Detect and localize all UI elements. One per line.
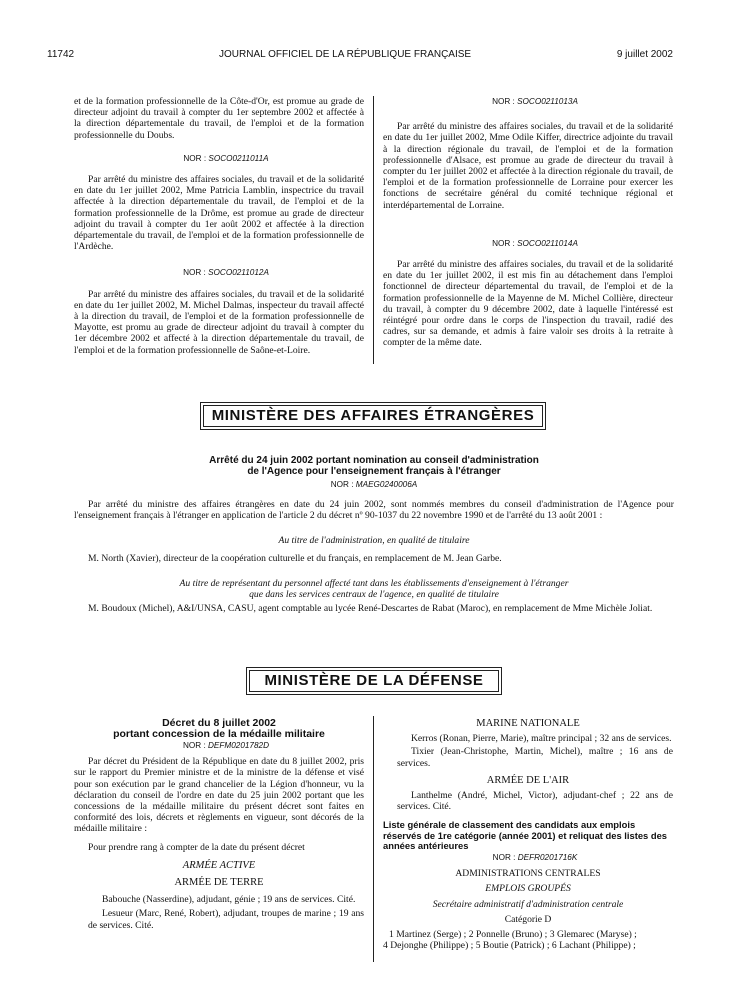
- column-divider: [373, 716, 374, 962]
- paragraph: M. Boudoux (Michel), A&I/UNSA, CASU, agent comptable au lycée René-Descartes de Rabat (Maroc), en remplacement de Mme Michèle Joliat.: [88, 603, 653, 615]
- section-title: Au titre de représentant du personnel affecté tant dans les établissements d'enseignement à l'étranger: [179, 577, 569, 589]
- nor-line: NOR : DEFR0201716K: [492, 852, 578, 862]
- issue-date: 9 juillet 2002: [616, 49, 673, 60]
- nor-reference: DEFM0201782D: [208, 741, 269, 750]
- paragraph: Pour prendre rang à compter de la date du présent décret: [88, 841, 305, 853]
- top-right-column: [383, 96, 673, 349]
- nor-line: NOR : MAEG0240006A: [330, 480, 418, 489]
- paragraph: et de la formation professionnelle de la Côte-d'Or, est promue au grade de directeur adjoint du travail à compter du 1er septembre 2002 et affectée à la direction départementale du travail, de l'emploi et de la formation professionnelle du Doubs.: [74, 96, 364, 141]
- arrete-title-line: de l'Agence pour l'enseignement français à l'étranger: [247, 466, 501, 477]
- paragraph: Par arrêté du ministre des affaires sociales, du travail et de la solidarité en date du 1er juillet 2002, Mme Odile Kiffer, directrice adjointe du travail à la direction régionale du travail, de l'emploi et de la formation professionnelle d'Alsace, est promue au grade de directeur du travail à compter du 1er juillet 2002 et affectée à la direction régionale du travail, de l'emploi et de la formation professionnelle de Lorraine pour exercer les fonctions de secrétaire général du comité technique régional et interdépartemental de Lorraine.: [383, 121, 673, 211]
- section-title: que dans les services centraux de l'agence, en qualité de titulaire: [249, 589, 499, 601]
- column-divider: [373, 96, 374, 364]
- list-line: 4 Dejonghe (Philippe) ; 5 Boutie (Patrick) ; 6 Lachant (Philippe) ;: [383, 940, 636, 952]
- section-title: Au titre de l'administration, en qualité de titulaire: [278, 535, 470, 547]
- list-line: 1 Martinez (Serge) ; 2 Ponnelle (Bruno) ; 3 Glemarec (Maryse) ;: [389, 928, 637, 940]
- page-number: 11742: [47, 49, 75, 60]
- paragraph: Par décret du Président de la République en date du 8 juillet 2002, pris sur le rapport du Premier ministre et de la ministre de la défense et visé pour son exécution par le grand chancelier de la Légion d'honneur, vu la déclaration du conseil de l'ordre en date du 25 juin 2002 portant que les concessions de la médaille militaire du présent décret sont faites en conformité des lois, décrets et règlements en vigueur, sont décorés de la médaille militaire :: [74, 756, 364, 835]
- decret-title-line: Décret du 8 juillet 2002: [162, 717, 276, 729]
- list-item: Tixier (Jean-Christophe, Martin, Michel), maître ; 16 ans de services.: [397, 746, 673, 769]
- ministry-heading-box: [246, 667, 502, 695]
- list-item: Kerros (Ronan, Pierre, Marie), maître principal ; 32 ans de services.: [411, 733, 672, 745]
- journal-title: JOURNAL OFFICIEL DE LA RÉPUBLIQUE FRANÇAISE: [219, 49, 472, 60]
- nor-reference: MAEG0240006A: [355, 480, 418, 489]
- paragraph: Par arrêté du ministre des affaires sociales, du travail et de la solidarité en date du 1er juillet 2002, Mme Patricia Lamblin, inspectrice du travail affectée à la direction départementale du travail, de l'emploi et de la formation professionnelle de la Drôme, est promue au grade de directeur adjoint du travail à compter du 1er août 2002 et affectée à la direction départementale du travail, de l'emploi et de la formation professionnelle de l'Ardèche.: [74, 174, 364, 253]
- nor-line: NOR : SOCO0211014A: [492, 238, 578, 248]
- nor-reference: DEFR0201716K: [517, 852, 578, 862]
- paragraph: Par arrêté du ministre des affaires sociales, du travail et de la solidarité en date du 1er juillet 2002, M. Michel Dalmas, inspecteur du travail affecté à la direction du travail, de l'emploi et de la formation professionnelle de Mayotte, est promu au grade de directeur adjoint du travail à compter du 1er décembre 2002 et affecté à la direction départementale du travail, de l'emploi et de la formation professionnelle de Saône-et-Loire.: [74, 288, 364, 356]
- ministry-heading-box: [200, 402, 546, 430]
- nor-line: NOR : SOCO0211012A: [183, 268, 269, 278]
- section-title: MARINE NATIONALE: [476, 718, 580, 729]
- defense-right-column: [383, 718, 673, 951]
- section-title: ARMÉE ACTIVE: [182, 859, 256, 871]
- nor-reference: SOCO0211014A: [517, 238, 578, 248]
- nor-line: NOR : SOCO0211013A: [492, 97, 578, 106]
- section-title: Catégorie D: [504, 913, 552, 925]
- defense-left-column: [74, 718, 364, 931]
- paragraph: Par arrêté du ministre des affaires sociales, du travail et de la solidarité en date du 1er juillet 2002, il est mis fin au détachement dans l'emploi fonctionnel de directeur départemental du travail, de l'emploi et de la formation professionnelle de la Mayenne de M. Michel Collière, directeur du travail, à compter du 9 décembre 2002, date à laquelle l'intéressé est réintégré pour ordre dans le corps de l'inspection du travail, radié des cadres, sur sa demande, et admis à faire valoir ses droits à la retraite à compter de la même date.: [383, 259, 673, 349]
- top-left-column: [74, 96, 364, 356]
- nor-line: NOR : DEFM0201782D: [182, 741, 269, 750]
- nor-reference: SOCO0211012A: [208, 268, 269, 278]
- arrete-title-line: Arrêté du 24 juin 2002 portant nomination au conseil d'administration: [209, 455, 539, 466]
- ministry-title: MINISTÈRE DE LA DÉFENSE: [249, 670, 499, 692]
- liste-title: Liste générale de classement des candidats aux emplois réservés de 1re catégorie (année 2001) et reliquat des listes des années antérieures: [383, 819, 668, 852]
- section-title: ADMINISTRATIONS CENTRALES: [455, 868, 601, 880]
- nor-line: NOR : SOCO0211011A: [183, 153, 269, 163]
- list-item: Babouche (Nasserdine), adjudant, génie ; 19 ans de services. Cité.: [102, 894, 356, 906]
- paragraph: Par arrêté du ministre des affaires étrangères en date du 24 juin 2002, sont nommés membres du conseil d'administration de l'Agence pour l'enseignement français à l'étranger en application de l'article 2 du décret nº 90-1037 du 22 novembre 1990 et de l'arrêté du 13 août 2001 :: [74, 499, 674, 522]
- ministry-title: MINISTÈRE DES AFFAIRES ÉTRANGÈRES: [203, 405, 543, 427]
- paragraph: M. North (Xavier), directeur de la coopération culturelle et du français, en remplacement de M. Jean Garbe.: [88, 552, 502, 564]
- nor-reference: SOCO0211013A: [517, 97, 578, 106]
- section-title: Secrétaire administratif d'administration centrale: [432, 898, 624, 910]
- decret-title-line: portant concession de la médaille militaire: [113, 728, 325, 740]
- affaires-body: [74, 499, 674, 614]
- section-title: ARMÉE DE TERRE: [174, 877, 264, 889]
- list-item: Lanthelme (André, Michel, Victor), adjudant-chef ; 22 ans de services. Cité.: [397, 790, 673, 813]
- list-item: Lesueur (Marc, René, Robert), adjudant, troupes de marine ; 19 ans de services. Cité.: [88, 908, 364, 931]
- arrete-heading: [74, 455, 674, 490]
- section-title: EMPLOIS GROUPÉS: [485, 883, 571, 895]
- section-title: ARMÉE DE L'AIR: [486, 774, 570, 786]
- nor-reference: SOCO0211011A: [208, 153, 269, 163]
